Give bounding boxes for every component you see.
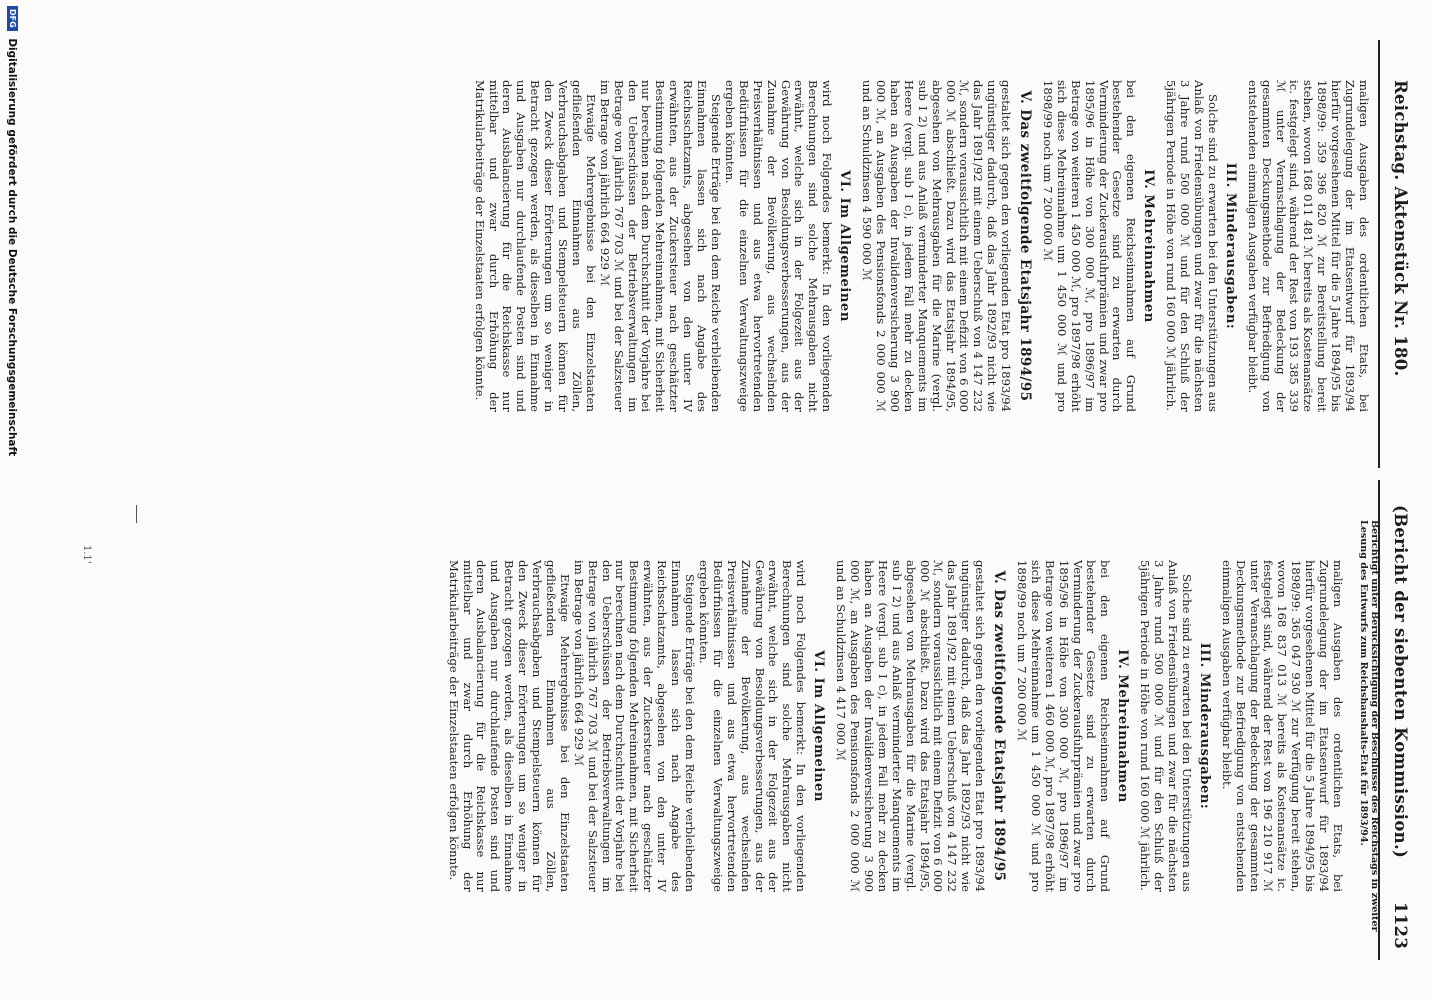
column-corrected (446, 560, 1344, 892)
section-heading-VI: VI. Im Allgemeinen (837, 170, 853, 322)
dfg-logo-icon: DFG (7, 6, 18, 31)
section-heading-IV: IV. Mehreinnahmen (1141, 169, 1157, 323)
digitization-footer (6, 6, 18, 456)
section-heading-VI: VI. Im Allgemeinen (811, 650, 827, 802)
section-VI-text-3: Etwaige Mehrergebnisse bei den Einzelstaaten gefließenden Einnahmen aus Zöllen, Verbrauchsabgaben und Stempelsteuern können für den Zweck dieser Erörterungen um so weniger in Betracht gezogen werden, als dieselben in Einnahme und Ausgaben nur durchlaufende Posten sind und deren Ausbalancierung für die Reichskasse nur mittelbar und zwar durch Erhöhung der Matrikularbeiträge der Einzelstaaten erfolgen könnte. (472, 80, 598, 412)
section-heading-III: III. Minderausgaben: (1196, 642, 1212, 810)
marginal-mark: 1.1' (81, 545, 92, 564)
section-VI-text-1: wird noch Folgendes bemerkt: In den vorliegenden Berechnungen sind solche Mehrausgaben nicht erwähnt, welche sich in der Folgezeit aus der Gewährung von Besoldungsverbesserungen, aus der Zunahme der Bevölkerung, aus wechselnden Preisverhältnissen und aus etwa hervortretenden Bedürfnissen für die einzelnen Verwaltungszweige ergeben könnten. (722, 80, 835, 412)
header-title-left: Reichstag. Aktenstück Nr. 180. (1391, 80, 1410, 377)
correction-note: Berichtigt unter Berücksichtigung der Beschlüsse des Reichstags in zweiter Lesung des Entwurfs zum Reichshaushalts-Etat für 1893/94. (1358, 520, 1380, 932)
running-header (1378, 40, 1424, 960)
footer-text: Digitalisierung gefördert durch die Deutsche Forschungsgemeinschaft (6, 38, 18, 457)
intro-paragraph: maligen Ausgaben des ordentlichen Etats, bei Zugrundelegung der im Etatsentwurf für 1893/94 hierfür vorgesehenen Mittel für die 5 Jahre 1894/95 bis 1898/99: 365 047 930 ℳ zur Verfügung bereit stehen, wovon 168 837 013 ℳ bereits als Kostenansätze ic. festgelegt sind, während der Rest von 196 210 917 ℳ unter Veranschlagung der Bedeckung der gesammten Deckungsmethode zur Befriedigung von entstehenden einmaligen Ausgaben verfügbar bleibt. (1219, 560, 1345, 892)
section-heading-V: V. Das zweitfolgende Etatsjahr 1894/95 (991, 570, 1008, 882)
section-V-text: gestaltet sich gegen den vorliegenden Etat pro 1893/94 ungünstiger dadurch, daß das Jahr 1892/93 nicht wie das Jahr 1891/92 mit einem Ueberschuß von 4 147 232 ℳ, sondern voraussichtlich mit einem Defizit von 6 000 000 ℳ abschließt. Dazu wird das Etatsjahr 1894/95, abgesehen von Mehrausgaben für die Marine (vergl. sub I 2) und aus Anlaß verminderter Manquements im Heere (vergl. sub I c), in jedem Fall mehr zu decken haben an Ausgaben der Invalidenversicherung 3 900 000 ℳ, an Ausgaben des Pensionsfonds 2 000 000 ℳ und an Schuldzinsen 4 590 000 ℳ (860, 80, 1014, 412)
section-heading-IV: IV. Mehreinnahmen (1115, 649, 1131, 803)
header-title-right: (Bericht der siebenten Kommission.) (1391, 505, 1410, 859)
section-III-text: Solche sind zu erwarten bei den Unterstützungen aus Anlaß von Friedensübungen und zwar für die nächsten 3 Jahre rund 500 000 ℳ und für den Schluß der 5jährigen Periode in Höhe von rund 160 000 ℳ jährlich. (1164, 80, 1220, 412)
column-original (472, 80, 1370, 412)
header-rule-left (1378, 40, 1380, 468)
section-VI-text-3: Etwaige Mehrergebnisse bei den Einzelstaaten gefließenden Einnahmen aus Zöllen, Verbrauchsabgaben und Stempelsteuern können für den Zweck dieser Erörterungen um so weniger in Betracht gezogen werden, als dieselben in Einnahme und Ausgaben nur durchlaufende Posten sind und deren Ausbalancierung für die Reichskasse nur mittelbar und zwar durch Erhöhung der Matrikularbeiträge der Einzelstaaten erfolgen könnte. (446, 560, 572, 892)
section-III-text: Solche sind zu erwarten bei den Unterstützungen aus Anlaß von Friedensübungen und zwar für die nächsten 3 Jahre rund 500 000 ℳ und für den Schluß der 5jährigen Periode in Höhe von rund 160 000 ℳ jährlich. (1138, 560, 1194, 892)
section-VI-text-2: Steigende Erträge bei den dem Reiche verbleibenden Einnahmen lassen sich nach Angabe des Reichsschatzamts, abgesehen von den unter IV erwähnten, aus der Zuckersteuer nach geschätzter Bestimmung folgenden Mehreinnahmen, mit Sicherheit nur berechnen nach dem Durchschnitt der Vorjahre bei den Ueberschüssen der Betriebsverwaltungen im Betrage von jährlich 767 703 ℳ und bei der Salzsteuer im Betrage von jährlich 664 929 ℳ (597, 80, 724, 412)
section-VI-text-2: Steigende Erträge bei den dem Reiche verbleibenden Einnahmen lassen sich nach Angabe des Reichsschatzamts, abgesehen von den unter IV erwähnten, aus der Zuckersteuer nach geschätzter Bestimmung folgenden Mehreinnahmen, mit Sicherheit nur berechnen nach dem Durchschnitt der Vorjahre bei den Ueberschüssen der Betriebsverwaltungen im Betrage von jährlich 767 703 ℳ und bei der Salzsteuer im Betrage von jährlich 664 929 ℳ (571, 560, 698, 892)
section-heading-III: III. Minderausgaben: (1222, 162, 1238, 330)
section-heading-V: V. Das zweitfolgende Etatsjahr 1894/95 (1017, 90, 1034, 402)
page-number: 1123 (1391, 902, 1410, 950)
intro-paragraph: maligen Ausgaben des ordentlichen Etats, bei Zugrundelegung der im Etatsentwurf für 1893/94 hierfür vorgesehenen Mittel für die 5 Jahre 1894/95 bis 1898/99: 359 396 820 ℳ zur Bereitstellung bereit stehen, wovon 168 011 481 ℳ bereits als Kostenansätze ic. festgelegt sind, während der Rest von 193 385 339 ℳ unter Veranschlagung der Bedeckung der gesammten Deckungsmethode zur Befriedigung von entstehenden einmaligen Ausgaben verfügbar bleibt. (1245, 80, 1371, 412)
section-V-text: gestaltet sich gegen den vorliegenden Etat pro 1893/94 ungünstiger dadurch, daß das Jahr 1892/93 nicht wie das Jahr 1891/92 mit einem Ueberschuß von 4 147 232 ℳ, sondern voraussichtlich mit einem Defizit von 6 000 000 ℳ abschließt. Dazu wird das Etatsjahr 1894/95, abgesehen von Mehrausgaben für die Marine (vergl. sub I 2) und aus Anlaß verminderter Manquements im Heere (vergl. sub I c), in jedem Fall mehr zu decken haben an Ausgaben der Invalidenversicherung 3 900 000 ℳ, an Ausgaben des Pensionsfonds 2 000 000 ℳ und an Schuldzinsen 4 417 000 ℳ (834, 560, 988, 892)
section-IV-text: bei den eigenen Reichseinnahmen auf Grund bestehender Gesetze sind zu erwarten durch Verminderung der Zuckerausfuhrprämien und zwar pro 1895/96 in Höhe von 300 000 ℳ, pro 1896/97 im Betrage von weiteren 1 460 000 ℳ, pro 1897/98 erhöht sich diese Mehreinnahme um 1 450 000 ℳ und pro 1898/99 noch um 7 200 000 ℳ (1014, 560, 1113, 892)
column-separator-mark (136, 505, 137, 523)
section-VI-text-1: wird noch Folgendes bemerkt: In den vorliegenden Berechnungen sind solche Mehrausgaben nicht erwähnt, welche sich in der Folgezeit aus der Gewährung von Besoldungsverbesserungen, aus der Zunahme der Bevölkerung, aus wechselnden Preisverhältnissen und aus etwa hervortretenden Bedürfnissen für die einzelnen Verwaltungszweige ergeben könnten. (696, 560, 809, 892)
section-IV-text: bei den eigenen Reichseinnahmen auf Grund bestehender Gesetze sind zu erwarten durch Verminderung der Zuckerausfuhrprämien und zwar pro 1895/96 in Höhe von 300 000 ℳ, pro 1896/97 im Betrage von weiteren 1 450 000 ℳ, pro 1897/98 erhöht sich diese Mehreinnahme um 1 450 000 ℳ und pro 1898/99 noch um 7 200 000 ℳ (1040, 80, 1139, 412)
